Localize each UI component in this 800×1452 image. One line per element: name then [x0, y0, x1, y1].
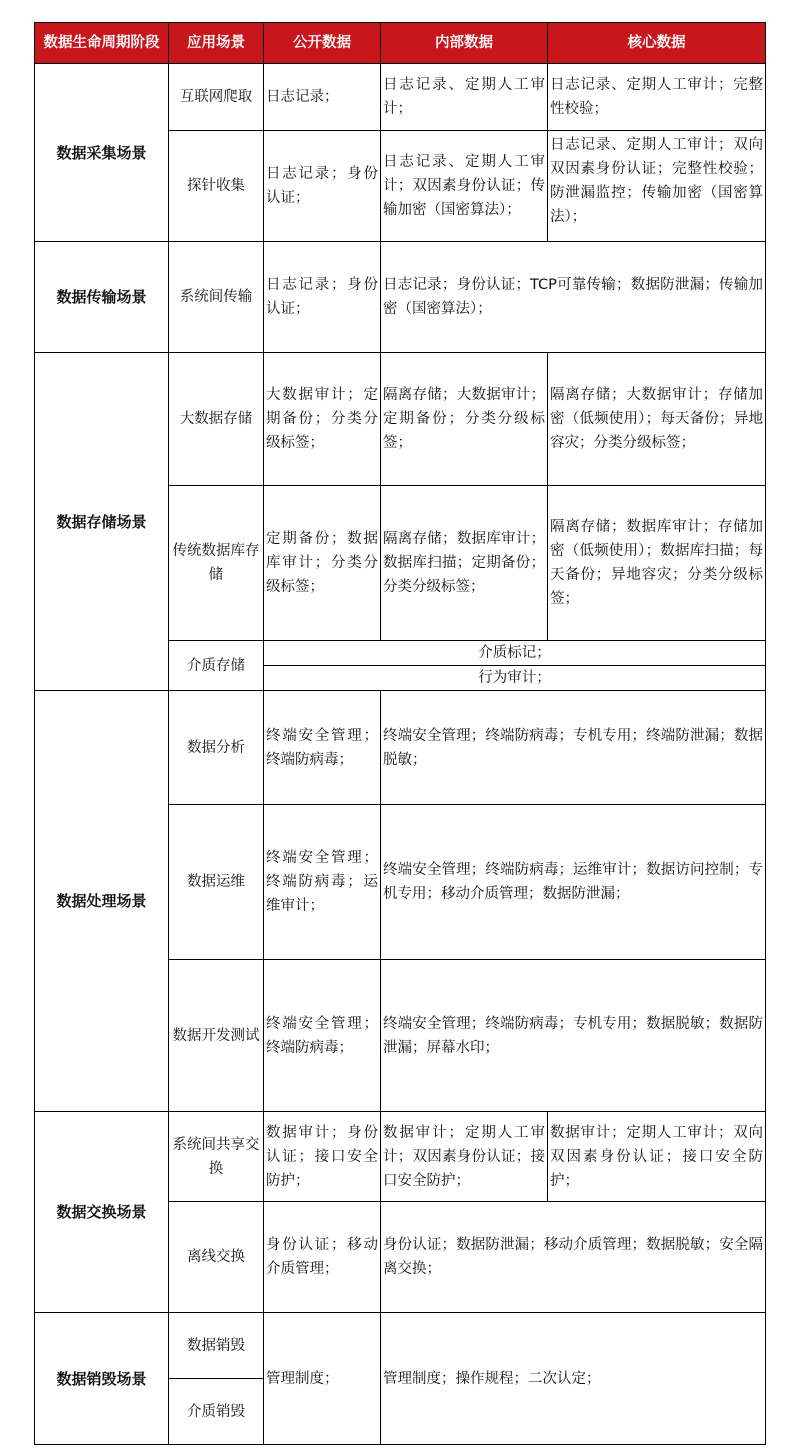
cell-probe-core-text: 日志记录、定期人工审计；双向双因素身份认证；完整性校验；防泄漏监控；传输加密（国密算法）； [550, 137, 763, 225]
cell-crawl-public: 日志记录； [264, 64, 381, 131]
scene-transfer: 系统间传输 [169, 242, 264, 353]
cell-traditional-core: 隔离存储；数据库审计；存储加密（低频使用）；数据库扫描；每天备份；异地容灾；分类分级标签； [548, 486, 766, 641]
stage-storage: 数据存储场景 [35, 353, 169, 691]
scene-offline: 离线交换 [169, 1202, 264, 1313]
table-row [35, 1313, 766, 1379]
table-row [35, 64, 766, 131]
scene-media-storage: 介质存储 [169, 641, 264, 691]
stage-exchange: 数据交换场景 [35, 1112, 169, 1313]
cell-crawl-internal: 日志记录、定期人工审计； [381, 64, 548, 131]
cell-transfer-public: 日志记录；身份认证； [264, 242, 381, 353]
cell-share-internal: 数据审计；定期人工审计；双因素身份认证；接口安全防护； [381, 1112, 548, 1202]
header-application-scene: 应用场景 [169, 23, 264, 64]
cell-traditional-internal: 隔离存储；数据库审计；数据库扫描；定期备份；分类分级标签； [381, 486, 548, 641]
header-row [35, 23, 766, 64]
cell-offline-public: 身份认证；移动介质管理； [264, 1202, 381, 1313]
cell-behavior-audit: 行为审计； [264, 666, 766, 691]
cell-probe-internal: 日志记录、定期人工审计；双因素身份认证；传输加密（国密算法）； [381, 131, 548, 242]
stage-transmission: 数据传输场景 [35, 242, 169, 353]
table-row [35, 242, 766, 353]
table-row [35, 353, 766, 486]
header-public-data: 公开数据 [264, 23, 381, 64]
cell-crawl-core: 日志记录、定期人工审计；完整性校验； [548, 64, 766, 131]
cell-transfer-internal-core: 日志记录；身份认证；TCP可靠传输；数据防泄漏；传输加密（国密算法）； [381, 242, 766, 353]
cell-media-marking: 介质标记； [264, 641, 766, 666]
cell-offline-internal-core: 身份认证；数据防泄漏；移动介质管理；数据脱敏；安全隔离交换； [381, 1202, 766, 1313]
cell-devtest-internal-core: 终端安全管理；终端防病毒；专机专用；数据脱敏；数据防泄漏；屏幕水印； [381, 960, 766, 1112]
cell-share-core: 数据审计；定期人工审计；双向双因素身份认证；接口安全防护； [548, 1112, 766, 1202]
table-row [35, 1112, 766, 1202]
scene-share: 系统间共享交换 [169, 1112, 264, 1202]
scene-devtest: 数据开发测试 [169, 960, 264, 1112]
stage-processing: 数据处理场景 [35, 691, 169, 1112]
scene-crawl: 互联网爬取 [169, 64, 264, 131]
cell-share-public: 数据审计；身份认证；接口安全防护； [264, 1112, 381, 1202]
stage-collection: 数据采集场景 [35, 64, 169, 242]
cell-probe-public: 日志记录；身份认证； [264, 131, 381, 242]
scene-media-destruction: 介质销毁 [169, 1379, 264, 1445]
cell-destroy-public: 管理制度； [264, 1313, 381, 1445]
cell-bigdata-internal: 隔离存储；大数据审计；定期备份；分类分级标签； [381, 353, 548, 486]
scene-data-destruction: 数据销毁 [169, 1313, 264, 1379]
scene-traditional-db: 传统数据库存储 [169, 486, 264, 641]
scene-analysis: 数据分析 [169, 691, 264, 805]
cell-bigdata-core: 隔离存储；大数据审计；存储加密（低频使用）；每天备份；异地容灾；分类分级标签； [548, 353, 766, 486]
scene-bigdata: 大数据存储 [169, 353, 264, 486]
cell-traditional-public: 定期备份；数据库审计；分类分级标签； [264, 486, 381, 641]
header-internal-data: 内部数据 [381, 23, 548, 64]
stage-destruction: 数据销毁场景 [35, 1313, 169, 1445]
cell-bigdata-public: 大数据审计；定期备份；分类分级标签； [264, 353, 381, 486]
cell-devtest-public: 终端安全管理；终端防病毒； [264, 960, 381, 1112]
security-measures-table [34, 22, 766, 1445]
cell-probe-core [548, 131, 766, 242]
scene-probe: 探针收集 [169, 131, 264, 242]
table-row [35, 691, 766, 805]
header-core-data: 核心数据 [548, 23, 766, 64]
header-lifecycle-stage: 数据生命周期阶段 [35, 23, 169, 64]
scene-ops: 数据运维 [169, 805, 264, 960]
cell-analysis-internal-core: 终端安全管理；终端防病毒；专机专用；终端防泄漏；数据脱敏； [381, 691, 766, 805]
cell-destroy-internal-core: 管理制度；操作规程；二次认定； [381, 1313, 766, 1445]
cell-analysis-public: 终端安全管理；终端防病毒； [264, 691, 381, 805]
cell-ops-internal-core: 终端安全管理；终端防病毒；运维审计；数据访问控制；专机专用；移动介质管理；数据防泄漏； [381, 805, 766, 960]
cell-ops-public: 终端安全管理；终端防病毒；运维审计； [264, 805, 381, 960]
